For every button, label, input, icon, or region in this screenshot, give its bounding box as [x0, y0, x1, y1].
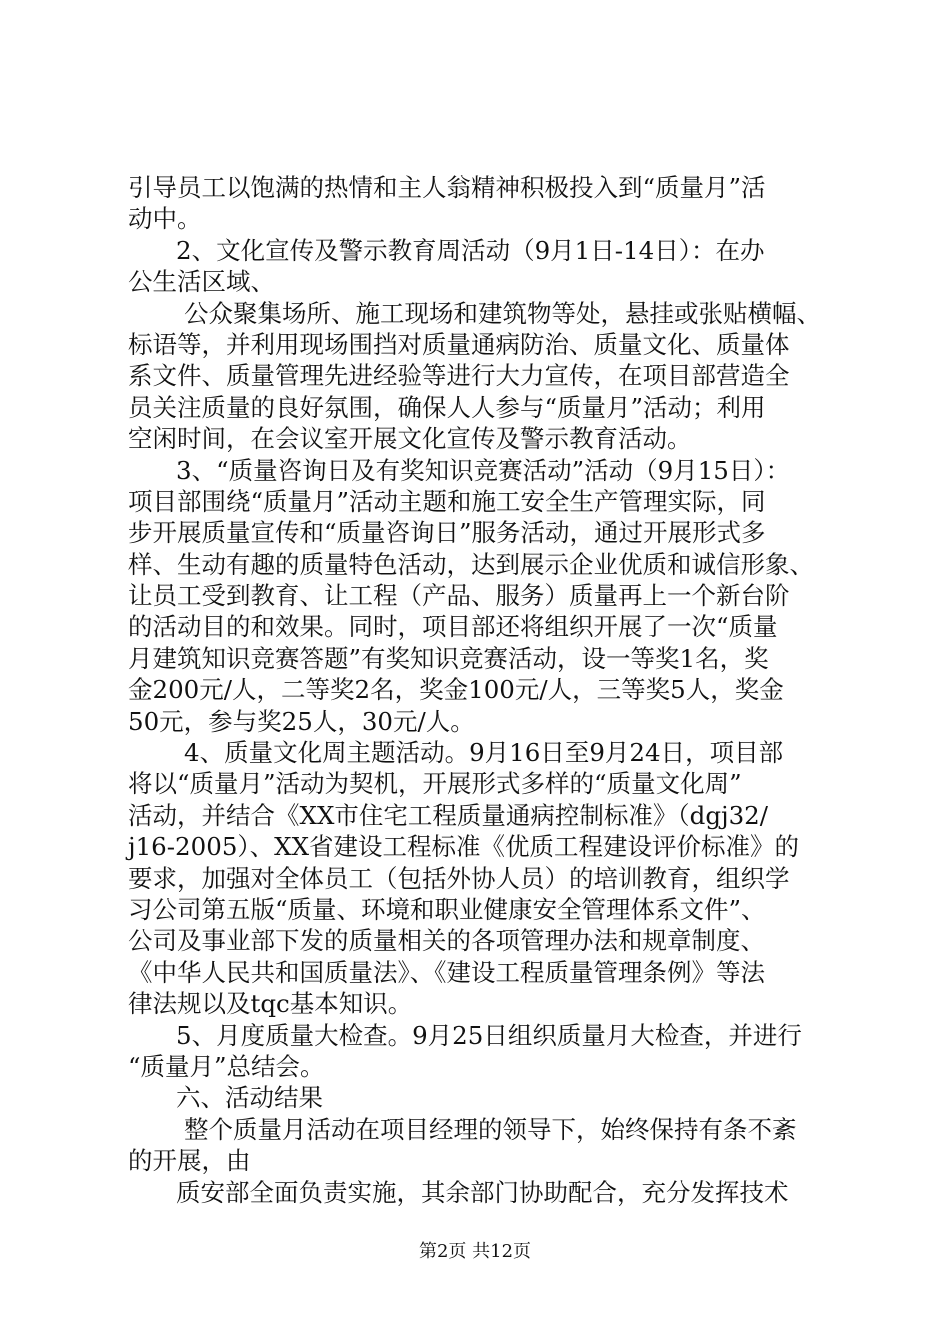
text-line: 样、生动有趣的质量特色活动，达到展示企业优质和诚信形象、 — [128, 549, 814, 579]
text-line: 项目部围绕“质量月”活动主题和施工安全生产管理实际，同 — [128, 486, 766, 516]
text-line: 要求，加强对全体员工（包括外协人员）的培训教育，组织学 — [128, 863, 790, 893]
section-heading: 六、活动结果 — [176, 1083, 323, 1113]
text-line: 公司及事业部下发的质量相关的各项管理办法和规章制度、 — [128, 926, 765, 956]
text-line: 标语等，并利用现场围挡对质量通病防治、质量文化、质量体 — [128, 329, 790, 359]
text-line: 将以“质量月”活动为契机，开展形式多样的“质量文化周” — [128, 769, 742, 799]
text-line: “质量月”总结会。 — [128, 1051, 325, 1081]
body-text — [128, 172, 828, 1208]
text-line: 动中。 — [128, 204, 202, 234]
text-line: 2、文化宣传及警示教育周活动（9月1日-14日）：在办 — [176, 235, 765, 265]
text-line: 步开展质量宣传和“质量咨询日”服务活动，通过开展形式多 — [128, 518, 766, 548]
text-line: 整个质量月活动在项目经理的领导下，始终保持有条不紊 — [184, 1114, 797, 1144]
text-line: 《中华人民共和国质量法》、《建设工程质量管理条例》等法 — [128, 957, 765, 987]
text-line: 5、月度质量大检查。9月25日组织质量月大检查，并进行 — [176, 1020, 802, 1050]
text-line: 金200元/人，二等奖2名，奖金100元/人，三等奖5人，奖金 — [128, 675, 784, 705]
text-line: 让员工受到教育、让工程（产品、服务）质量再上一个新台阶 — [128, 581, 790, 611]
text-line: 的活动目的和效果。同时，项目部还将组织开展了一次“质量 — [128, 612, 778, 642]
text-line: 公众聚集场所、施工现场和建筑物等处，悬挂或张贴横幅、 — [184, 298, 821, 328]
text-line: 月建筑知识竞赛答题”有奖知识竞赛活动，设一等奖1名，奖 — [128, 643, 769, 673]
text-line: j16-2005）、XX省建设工程标准《优质工程建设评价标准》的 — [128, 832, 800, 862]
text-line: 系文件、质量管理先进经验等进行大力宣传，在项目部营造全 — [128, 361, 790, 391]
text-line: 员关注质量的良好氛围，确保人人参与“质量月”活动；利用 — [128, 392, 766, 422]
text-line: 3、“质量咨询日及有奖知识竞赛活动”活动（9月15日）： — [176, 455, 791, 485]
text-line: 习公司第五版“质量、环境和职业健康安全管理体系文件”、 — [128, 894, 766, 924]
text-line: 质安部全面负责实施，其余部门协助配合，充分发挥技术 — [176, 1177, 789, 1207]
text-line: 50元，参与奖25人，30元/人。 — [128, 706, 475, 736]
page-number-footer: 第2页 共12页 — [418, 1241, 532, 1262]
text-line: 活动，并结合《XX市住宅工程质量通病控制标准》（dgj32/ — [128, 800, 769, 830]
text-line: 的开展，由 — [128, 1146, 251, 1176]
text-line: 空闲时间，在会议室开展文化宣传及警示教育活动。 — [128, 424, 692, 454]
text-line: 4、质量文化周主题活动。9月16日至9月24日，项目部 — [184, 738, 784, 768]
text-line: 律法规以及tqc基本知识。 — [128, 989, 413, 1019]
text-line: 引导员工以饱满的热情和主人翁精神积极投入到“质量月”活 — [128, 173, 766, 202]
text-line: 公生活区域、 — [128, 267, 275, 297]
